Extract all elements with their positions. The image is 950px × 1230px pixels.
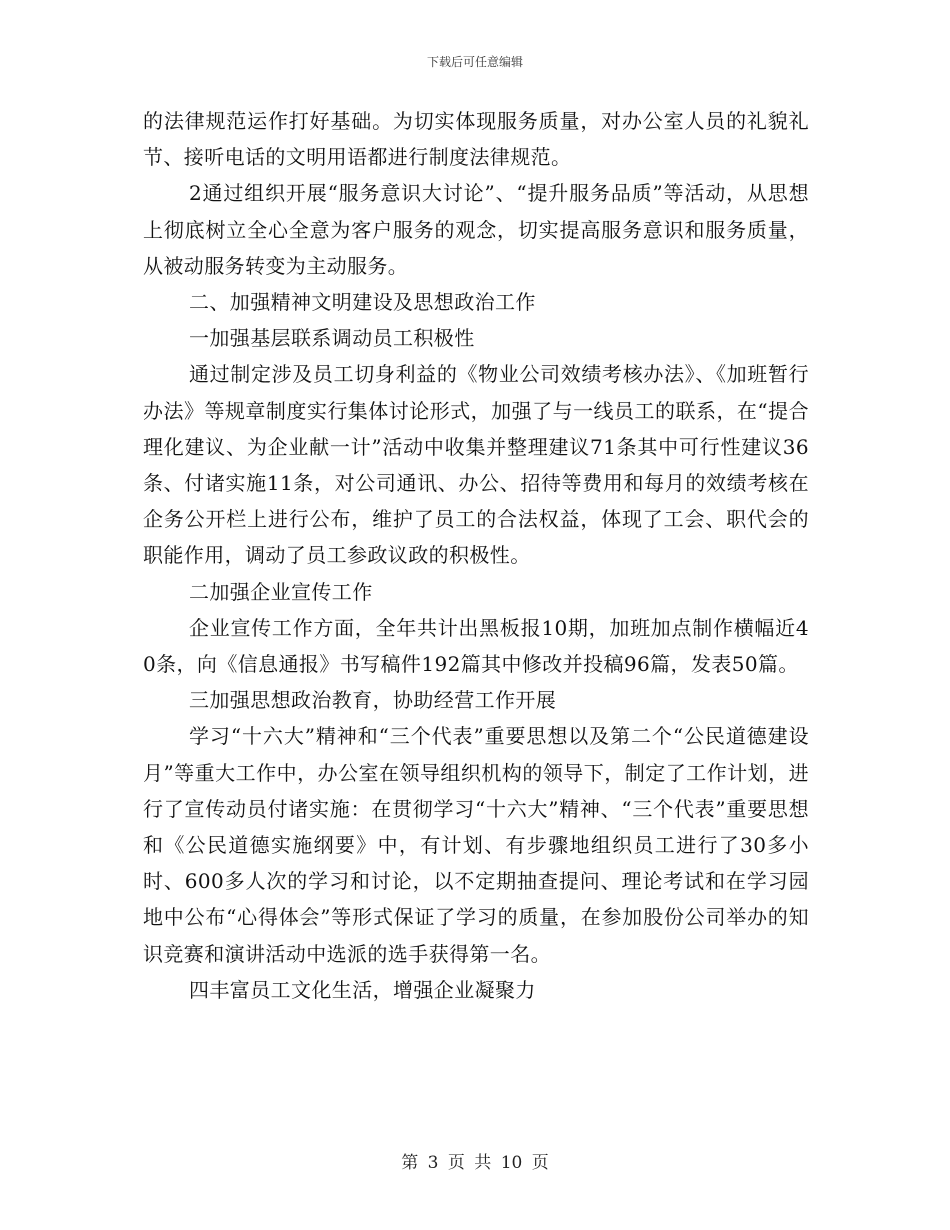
paragraph-publicity: 企业宣传工作方面，全年共计出黑板报10期，加班加点制作横幅近40条，向《信息通报》书写稿件192篇其中修改并投稿96篇，发表50篇。 bbox=[143, 615, 809, 677]
section-heading-2: 二、加强精神文明建设及思想政治工作 bbox=[189, 290, 536, 315]
page-number: 第 3 页 共 10 页 bbox=[401, 1153, 549, 1173]
paragraph-political-education: 学习“十六大”精神和“三个代表”重要思想以及第二个“公民道德建设月”等重大工作中，办公室在领导组织机构的领导下，制定了工作计划，进行了宣传动员付诸实施：在贯彻学习“十六大”精神、“三个代表”重要思想和《公民道德实施纲要》中，有计划、有步骤地组织员工进行了30多小时、600多人次的学习和讨论，以不定期抽查提问、理论考试和在学习园地中公布“心得体会”等形式保证了学习的质量，在参加股份公司举办的知识竞赛和演讲活动中选派的选手获得第一名。 bbox=[143, 724, 809, 966]
subsection-heading-3: 三加强思想政治教育，协助经营工作开展 bbox=[189, 688, 557, 713]
paragraph-service-activities: 2通过组织开展“服务意识大讨论”、“提升服务品质”等活动，从思想上彻底树立全心全意为客户服务的观念，切实提高服务意识和服务质量，从被动服务转变为主动服务。 bbox=[143, 181, 809, 278]
subsection-heading-1: 一加强基层联系调动员工积极性 bbox=[189, 326, 475, 351]
paragraph-grassroots: 通过制定涉及员工切身利益的《物业公司效绩考核办法》、《加班暂行办法》等规章制度实行集体讨论形式，加强了与一线员工的联系，在“提合理化建议、为企业献一计”活动中收集并整理建议71条其中可行性建议36条、付诸实施11条，对公司通讯、办公、招待等费用和每月的效绩考核在企务公开栏上进行公布，维护了员工的合法权益，体现了工会、职代会的职能作用，调动了员工参政议政的积极性。 bbox=[143, 362, 809, 568]
document-body bbox=[143, 103, 809, 1008]
subsection-heading-2: 二加强企业宣传工作 bbox=[189, 579, 373, 604]
page-header-note: 下载后可任意编辑 bbox=[426, 55, 523, 69]
paragraph-continuation: 的法律规范运作打好基础。为切实体现服务质量，对办公室人员的礼貌礼节、接听电话的文明用语都进行制度法律规范。 bbox=[143, 109, 809, 170]
subsection-heading-4: 四丰富员工文化生活，增强企业凝聚力 bbox=[189, 977, 536, 1002]
